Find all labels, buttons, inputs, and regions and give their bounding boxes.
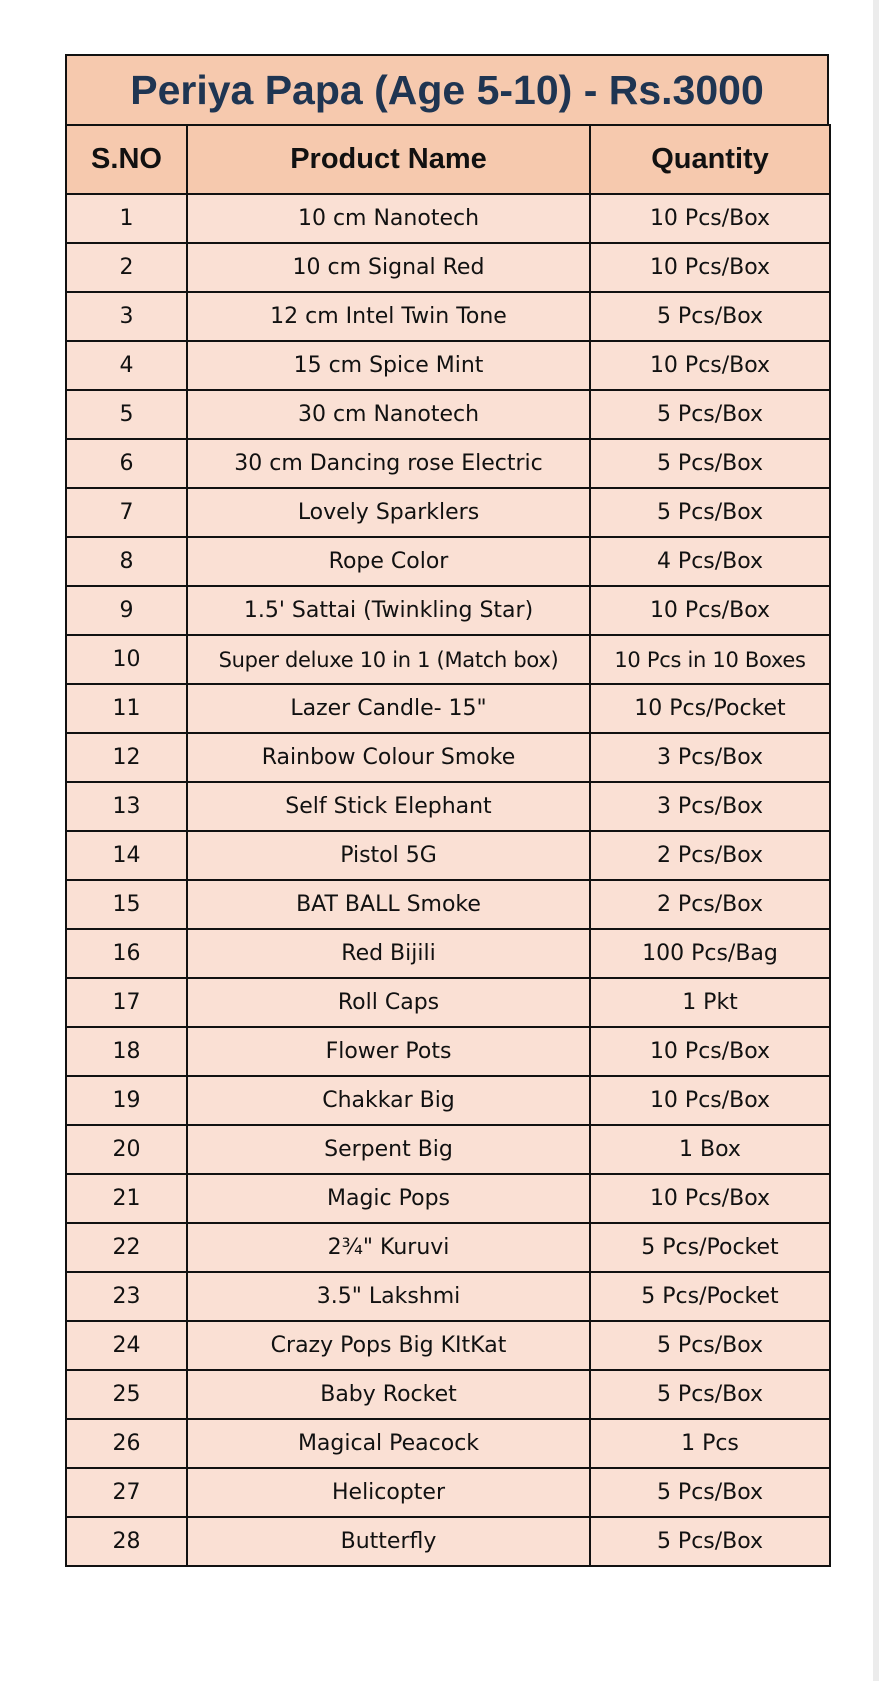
row-quantity: 10 Pcs/Pocket <box>590 684 830 733</box>
row-quantity: 5 Pcs/Box <box>590 1517 830 1566</box>
row-sno: 28 <box>66 1517 187 1566</box>
row-sno: 8 <box>66 537 187 586</box>
row-sno: 23 <box>66 1272 187 1321</box>
row-sno: 26 <box>66 1419 187 1468</box>
table-header-row <box>66 125 830 194</box>
row-product-name: Chakkar Big <box>187 1076 590 1125</box>
row-product-name: 15 cm Spice Mint <box>187 341 590 390</box>
row-product-name: Roll Caps <box>187 978 590 1027</box>
row-product-name: Crazy Pops Big KItKat <box>187 1321 590 1370</box>
row-quantity: 5 Pcs/Box <box>590 1321 830 1370</box>
table-row <box>66 1272 830 1321</box>
row-quantity: 10 Pcs/Box <box>590 1174 830 1223</box>
row-quantity: 1 Pcs <box>590 1419 830 1468</box>
row-product-name: Super deluxe 10 in 1 (Match box) <box>187 635 590 684</box>
table-row <box>66 488 830 537</box>
price-list-sheet <box>65 54 829 1567</box>
table-row <box>66 782 830 831</box>
table-row <box>66 439 830 488</box>
row-product-name: 30 cm Dancing rose Electric <box>187 439 590 488</box>
table-row <box>66 537 830 586</box>
row-quantity: 3 Pcs/Box <box>590 782 830 831</box>
page-edge <box>873 0 879 1681</box>
header-sno: S.NO <box>66 125 187 194</box>
row-sno: 14 <box>66 831 187 880</box>
row-sno: 9 <box>66 586 187 635</box>
table-row <box>66 831 830 880</box>
table-row <box>66 1370 830 1419</box>
row-sno: 17 <box>66 978 187 1027</box>
row-product-name: Serpent Big <box>187 1125 590 1174</box>
row-quantity: 5 Pcs/Pocket <box>590 1272 830 1321</box>
row-quantity: 10 Pcs in 10 Boxes <box>590 635 830 684</box>
row-quantity: 5 Pcs/Box <box>590 439 830 488</box>
table-row <box>66 292 830 341</box>
row-product-name: Self Stick Elephant <box>187 782 590 831</box>
row-quantity: 5 Pcs/Box <box>590 1370 830 1419</box>
table-row <box>66 341 830 390</box>
table-row <box>66 978 830 1027</box>
row-sno: 3 <box>66 292 187 341</box>
row-quantity: 4 Pcs/Box <box>590 537 830 586</box>
row-product-name: Magic Pops <box>187 1174 590 1223</box>
table-row <box>66 586 830 635</box>
row-quantity: 10 Pcs/Box <box>590 194 830 243</box>
row-product-name: 1.5' Sattai (Twinkling Star) <box>187 586 590 635</box>
row-product-name: 30 cm Nanotech <box>187 390 590 439</box>
table-row <box>66 1125 830 1174</box>
row-sno: 13 <box>66 782 187 831</box>
table-title: Periya Papa (Age 5-10) - Rs.3000 <box>65 54 829 124</box>
row-quantity: 1 Box <box>590 1125 830 1174</box>
row-sno: 10 <box>66 635 187 684</box>
row-quantity: 5 Pcs/Box <box>590 292 830 341</box>
row-quantity: 10 Pcs/Box <box>590 1076 830 1125</box>
table-row <box>66 880 830 929</box>
table-row <box>66 635 830 684</box>
row-sno: 1 <box>66 194 187 243</box>
row-product-name: Helicopter <box>187 1468 590 1517</box>
row-sno: 20 <box>66 1125 187 1174</box>
row-sno: 27 <box>66 1468 187 1517</box>
row-product-name: BAT BALL Smoke <box>187 880 590 929</box>
row-sno: 21 <box>66 1174 187 1223</box>
row-product-name: Lovely Sparklers <box>187 488 590 537</box>
table-body <box>66 194 830 1566</box>
row-quantity: 2 Pcs/Box <box>590 831 830 880</box>
table-row <box>66 1468 830 1517</box>
row-quantity: 5 Pcs/Box <box>590 1468 830 1517</box>
table-row <box>66 1174 830 1223</box>
row-quantity: 5 Pcs/Pocket <box>590 1223 830 1272</box>
table-row <box>66 1419 830 1468</box>
row-product-name: Lazer Candle- 15" <box>187 684 590 733</box>
header-quantity: Quantity <box>590 125 830 194</box>
row-product-name: Butterfly <box>187 1517 590 1566</box>
row-quantity: 10 Pcs/Box <box>590 586 830 635</box>
row-quantity: 5 Pcs/Box <box>590 488 830 537</box>
row-quantity: 10 Pcs/Box <box>590 1027 830 1076</box>
row-product-name: 2¾" Kuruvi <box>187 1223 590 1272</box>
row-sno: 7 <box>66 488 187 537</box>
table-row <box>66 194 830 243</box>
row-sno: 22 <box>66 1223 187 1272</box>
row-quantity: 5 Pcs/Box <box>590 390 830 439</box>
table-row <box>66 1223 830 1272</box>
row-product-name: Flower Pots <box>187 1027 590 1076</box>
row-product-name: Pistol 5G <box>187 831 590 880</box>
row-sno: 11 <box>66 684 187 733</box>
product-table <box>65 124 831 1567</box>
row-quantity: 100 Pcs/Bag <box>590 929 830 978</box>
row-product-name: Red Bijili <box>187 929 590 978</box>
row-sno: 25 <box>66 1370 187 1419</box>
row-product-name: Rope Color <box>187 537 590 586</box>
row-product-name: Baby Rocket <box>187 1370 590 1419</box>
row-product-name: Rainbow Colour Smoke <box>187 733 590 782</box>
table-row <box>66 1027 830 1076</box>
table-row <box>66 929 830 978</box>
row-sno: 19 <box>66 1076 187 1125</box>
row-sno: 5 <box>66 390 187 439</box>
row-sno: 4 <box>66 341 187 390</box>
row-quantity: 3 Pcs/Box <box>590 733 830 782</box>
row-quantity: 10 Pcs/Box <box>590 243 830 292</box>
row-product-name: 12 cm Intel Twin Tone <box>187 292 590 341</box>
row-sno: 12 <box>66 733 187 782</box>
table-row <box>66 1321 830 1370</box>
table-row <box>66 684 830 733</box>
table-row <box>66 733 830 782</box>
row-product-name: Magical Peacock <box>187 1419 590 1468</box>
table-row <box>66 390 830 439</box>
table-row <box>66 243 830 292</box>
row-quantity: 2 Pcs/Box <box>590 880 830 929</box>
row-sno: 2 <box>66 243 187 292</box>
row-sno: 24 <box>66 1321 187 1370</box>
row-sno: 18 <box>66 1027 187 1076</box>
row-quantity: 10 Pcs/Box <box>590 341 830 390</box>
row-product-name: 10 cm Signal Red <box>187 243 590 292</box>
row-sno: 16 <box>66 929 187 978</box>
row-sno: 15 <box>66 880 187 929</box>
table-row <box>66 1076 830 1125</box>
row-product-name: 3.5" Lakshmi <box>187 1272 590 1321</box>
header-product-name: Product Name <box>187 125 590 194</box>
row-quantity: 1 Pkt <box>590 978 830 1027</box>
row-product-name: 10 cm Nanotech <box>187 194 590 243</box>
table-row <box>66 1517 830 1566</box>
row-sno: 6 <box>66 439 187 488</box>
